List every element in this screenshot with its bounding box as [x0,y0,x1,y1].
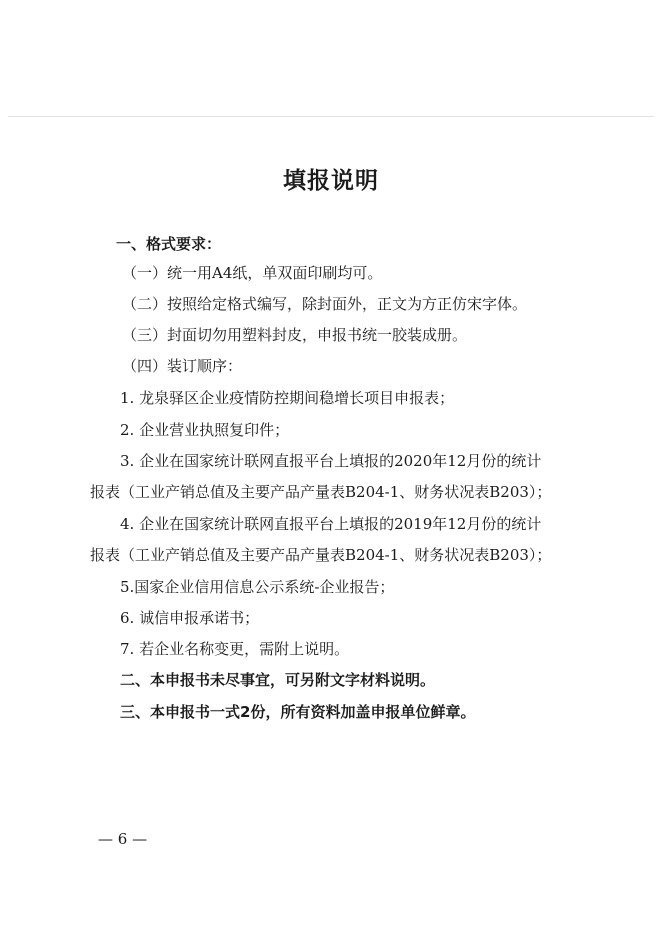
binding-item-3-continued: 报表（工业产销总值及主要产品产量表B204-1、财务状况表B203）； [90,483,552,501]
binding-item-4-continued: 报表（工业产销总值及主要产品产量表B204-1、财务状况表B203）； [90,546,552,564]
binding-item-7: 7. 若企业名称变更，需附上说明。 [120,640,350,658]
format-item-3: （三）封面切勿用塑料封皮，申报书统一胶装成册。 [122,326,468,344]
section-1-heading: 一、格式要求： [116,235,222,253]
binding-item-2: 2. 企业营业执照复印件； [120,421,290,439]
format-item-2: （二）按照给定格式编写，除封面外，正文为方正仿宋字体。 [122,295,528,313]
section-3-text: 三、本申报书一式2份，所有资料加盖申报单位鲜章。 [120,703,476,721]
page-title: 填报说明 [283,168,379,194]
binding-item-3: 3. 企业在国家统计联网直报平台上填报的2020年12月份的统计 [120,452,542,470]
binding-item-1: 1. 龙泉驿区企业疫情防控期间稳增长项目申报表； [120,389,455,407]
binding-item-5: 5.国家企业信用信息公示系统-企业报告； [120,578,395,596]
binding-item-6: 6. 诚信申报承诺书； [120,609,260,627]
binding-item-4: 4. 企业在国家统计联网直报平台上填报的2019年12月份的统计 [120,515,542,533]
scan-edge-rule [8,116,654,117]
page-number: — 6 — [98,830,148,848]
format-item-4: （四）装订顺序： [122,357,243,375]
format-item-1: （一）统一用A4纸，单双面印刷均可。 [122,264,383,282]
section-2-text: 二、本申报书未尽事宜，可另附文字材料说明。 [120,671,436,689]
